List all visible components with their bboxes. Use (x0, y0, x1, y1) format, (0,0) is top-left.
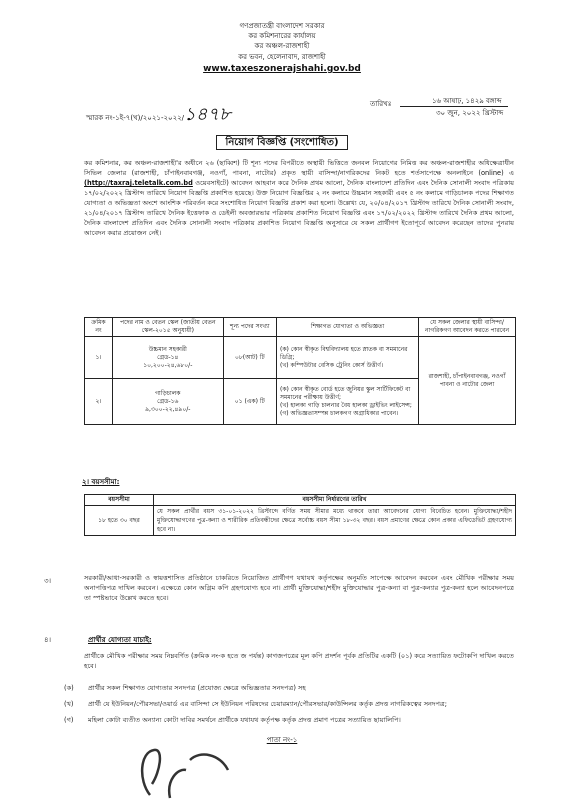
intro-text-after-link: ওয়েবসাইটে) আবেদন আহবান করে দৈনিক প্রথম আলো, দৈনিক বাংলাদেশ প্রতিদিন এবং দৈনিক সোনালী সংবাদ পত্রিকায় ১৭/০২/২০২২ খ্রিস্টাব্দ তারিখে নিয়োগ বিজ্ঞপ্তি প্রকাশিত হয়েছে। উক্ত নিয়োগ বিজ্ঞপ্তির ২ নং কলামে উচ্চমান সহকারী এবং ৫ নং কলামে গাড়িচালক পদের শিক্ষাগত যোগ্যতা ও অভিজ্ঞতা অংশে আংশিক পরিবর্তন করে সংশোধিত নিয়োগ বিজ্ঞপ্তি প্রকাশ করা হলো। উল্লেখ্য যে, ২০/০৪/২০১৭ খ্রিস্টাব্দ তারিখে দৈনিক সোনালী সংবাদ, ২১/০৪/২০১৭ খ্রিস্টাব্দ তারিখে দৈনিক ইত্তেফাক ও ডেইলী অবজারভার পত্রিকায় প্রকাশিত নিয়োগ বিজ্ঞপ্তি এবং ১৭/০২/২০২২ খ্রিস্টাব্দ তারিখে দৈনিক প্রথম আলো, দৈনিক বাংলাদেশ প্রতিদিন এবং দৈনিক সোনালী সংবাদ পত্রিকায় প্রকাশিত নিয়োগ বিজ্ঞপ্তি অনুসারে যে সকল প্রার্থীগণ ইতোপূর্বে আবেদন করেছেন তাদের পুনরায় আবেদন করার প্রয়োজন নেই। (84, 179, 514, 238)
row2-qual-b: (খ) হালকা গাড়ি চালনার বৈধ হালকা ড্রাইভিং লাইসেন্স; (280, 401, 412, 409)
letterhead-line-4: কর ভবন, হেলেনাবাদ, রাজশাহী (238, 53, 326, 61)
section3-number: ৩। (44, 577, 52, 585)
th-post: পদের নাম ও বেতন স্কেল (জাতীয় বেতন স্কেল-২০১৫ অনুযায়ী) (112, 318, 223, 337)
th-districts: যে সকল জেলার স্থায়ী বাসিন্দা/নাগরিকগণ আবেদন করতে পারবেন (419, 318, 516, 337)
row2-qual-c: (গ) অভিজ্ঞতাসম্পন্ন চালকগণ অগ্রাধিকার পাবেন। (280, 409, 399, 417)
website-link[interactable]: www.taxeszonerajshahi.gov.bd (203, 64, 361, 74)
row2-post (112, 379, 223, 425)
page-number: পাতা নং-১ (266, 736, 298, 744)
row1-count: ০৮(আট) টি (223, 337, 276, 379)
row2-count: ০১ (এক) টি (223, 379, 276, 425)
item-a-label: (ক) (64, 684, 74, 692)
row1-qual-b: (খ) কম্পিউটার বেসিক ট্রেনিং কোর্স উত্তীর্ণ। (280, 361, 384, 369)
row1-qualifications (277, 337, 419, 379)
age-details: যে সকল প্রার্থীর বয়স ৩১-০১-২০২২ খ্রিস্টাব্দে বর্ণিত সময় সীমার মধ্যে থাকবে তারা আবেদনের যোগ্য বিবেচিত হবেন। মুক্তিযোদ্ধা/শহীদ মুক্তিযোদ্ধাগণের পুত্র-কন্যা ও শারীরিক প্রতিবন্ধীদের ক্ষেত্রে সর্বোচ্চ বয়স সীমা ১৮-৩২ বছর। বয়স প্রমাণের ক্ষেত্রে কোন প্রকার এফিডেভিট গ্রহণযোগ্য হবে না। (154, 506, 516, 536)
age-table-header (85, 495, 516, 506)
row1-scale: ১০,২০০-২৪,৬৮০/- (143, 361, 193, 369)
letterhead-line-2: কর কমিশনারের কার্যালয় (248, 32, 316, 40)
section4-number: ৪। (44, 636, 52, 644)
item-c-label: (গ) (64, 716, 74, 724)
section3-text: সরকারী/আধা-সরকারী ও স্বায়ত্তশাসিত প্রতিষ্ঠানে চাকরিতে নিয়োজিত প্রার্থীগণ যথাযথ কর্তৃপক্ষের অনুমতি সাপেক্ষে আবেদন করবেন এবং মৌখিক পরীক্ষার সময় অনাপত্তিপত্র দাখিল করবেন। এক্ষেত্রে কোন অগ্রিম কপি গ্রহণযোগ্য হবে না। প্রার্থী মুক্তিযোদ্ধা/শহীদ মুক্তিযোদ্ধার পুত্র-কন্যা বা পুত্র-কন্যার পুত্র-কন্যা হলে আবেদনপত্রে তা স্পষ্টভাবে উল্লেখ করতে হবে। (84, 574, 514, 603)
row2-qualifications (277, 379, 419, 425)
item-c-text: মহিলা কোটা ব্যতীত অন্যান্য কোটা দাবির সমর্থনে প্রার্থীকে যথাযথ কর্তৃপক্ষ কর্তৃক প্রদত্ত প্রমাণ পত্রের সত্যায়িত ছায়ালিপি। (88, 716, 401, 724)
intro-link[interactable]: (http://taxraj.teletalk.com.bd (84, 179, 193, 188)
signature-scribble (130, 740, 240, 800)
row1-grade: গ্রেড-১৪ (157, 353, 179, 361)
intro-text-before-link: কর কমিশনার, কর অঞ্চল-রাজশাহী'র অধীনে ২৬ (ছাব্বিশ) টি শূন্য পদের বিপরীতে অস্থায়ী ভিত্তিতে জনবল নিয়োগের নিমিত্ত কর অঞ্চল-রাজশাহীর অধিক্ষেত্রাধীন সিভিল জেলার (রাজশাহী, চাঁপাইনবাবগঞ্জ, নওগাঁ, পাবনা, নাটোর) প্রকৃত স্থায়ী বাসিন্দা/নাগরিকদের নিকট হতে শর্তসাপেক্ষে অনলাইনে (online) এ (84, 159, 514, 178)
notice-title: নিয়োগ বিজ্ঞপ্তি (সংশোধিত) (216, 135, 347, 150)
memo-ref-handwritten: ১৪৭৮ (184, 104, 231, 125)
row1-serial: ১। (85, 337, 113, 379)
item-a-text: প্রার্থীর সকল শিক্ষাগত যোগ্যতার সনদপত্র (প্রযোজ্য ক্ষেত্রে অভিজ্ঞতার সনদপত্র) সহ (88, 684, 306, 692)
table-row (85, 506, 516, 536)
item-b-label: (খ) (64, 700, 74, 708)
row2-qual-a: (ক) কোন স্বীকৃত বোর্ড হতে জুনিয়র স্কুল সার্টিফিকেট বা সমমানের পরীক্ষায় উত্তীর্ণ; (280, 385, 411, 401)
letterhead-line-1: গণপ্রজাতন্ত্রী বাংলাদেশ সরকার (239, 22, 325, 30)
row1-qual-a: (ক) কোন স্বীকৃত বিশ্ববিদ্যালয় হতে স্নাতক বা সমমানের ডিগ্রি; (280, 345, 408, 361)
section4-intro: প্রার্থীকে মৌখিক পরীক্ষার সময় নিম্নবর্ণিত (ক্রমিক নং-ক হতে জ পর্যন্ত) কাগজপত্রের মূল কপি প্রদর্শন পূর্বক প্রতিটির একটি (০১) করে সত্যায়িত ফটোকপি দাখিল করতে হবে। (84, 652, 514, 671)
row2-scale: ৯,৩০০-২২,৪৯০/- (145, 405, 191, 413)
row1-post-name: উচ্চমান সহকারী (148, 345, 187, 353)
age-col2-header: বয়সসীমা নির্ধারণের তারিখ (154, 495, 516, 506)
row2-post-name: গাড়িচালক (155, 389, 181, 397)
table-row (85, 337, 516, 379)
date-label: তারিখঃ (370, 100, 392, 108)
post-table (84, 317, 516, 425)
age-table (84, 494, 516, 536)
th-serial: ক্রমিক নং (85, 318, 113, 337)
section4-heading: প্রার্থীর যোগ্যতা যাচাই: (88, 636, 152, 644)
post-table-header (85, 318, 516, 337)
row2-serial: ২। (85, 379, 113, 425)
th-qualification: শিক্ষাগত যোগ্যতা ও অভিজ্ঞতা (277, 318, 419, 337)
item-b-text: প্রার্থী যে ইউনিয়ন/পৌরসভা/ওয়ার্ড এর বাসিন্দা সে ইউনিয়ন পরিষদের চেয়ারম্যান/পৌরসভার/কাউন্সিলর কর্তৃক প্রদত্ত নাগরিকত্বের সনদপত্র; (88, 700, 447, 708)
letterhead-line-3: কর অঞ্চল-রাজশাহী (254, 42, 310, 50)
memo-ref-label: স্মারক নং-১ই-৭(খ)/২০২১-২০২২/ (86, 114, 185, 122)
intro-paragraph (84, 158, 514, 238)
age-heading: ২। বয়সসীমা: (82, 478, 120, 486)
age-col1-header: বয়সসীমা (85, 495, 154, 506)
memo-ref (86, 103, 231, 127)
age-range: ১৮ হতে ৩০ বছর (85, 506, 154, 536)
th-count: শূন্য পদের সংখ্যা (223, 318, 276, 337)
date-bangla: ১৬ আষাঢ়, ১৪২৯ বঙ্গাব্দ (432, 97, 502, 105)
row2-grade: গ্রেড-১৬ (157, 397, 179, 405)
row1-post (112, 337, 223, 379)
date-english: ৩০ জুন, ২০২২ খ্রিস্টাব্দ (436, 109, 504, 117)
districts-cell: রাজশাহী, চাঁপাইনবাবগঞ্জ, নওগাঁ পাবনা ও নাটোর জেলা (419, 337, 516, 425)
